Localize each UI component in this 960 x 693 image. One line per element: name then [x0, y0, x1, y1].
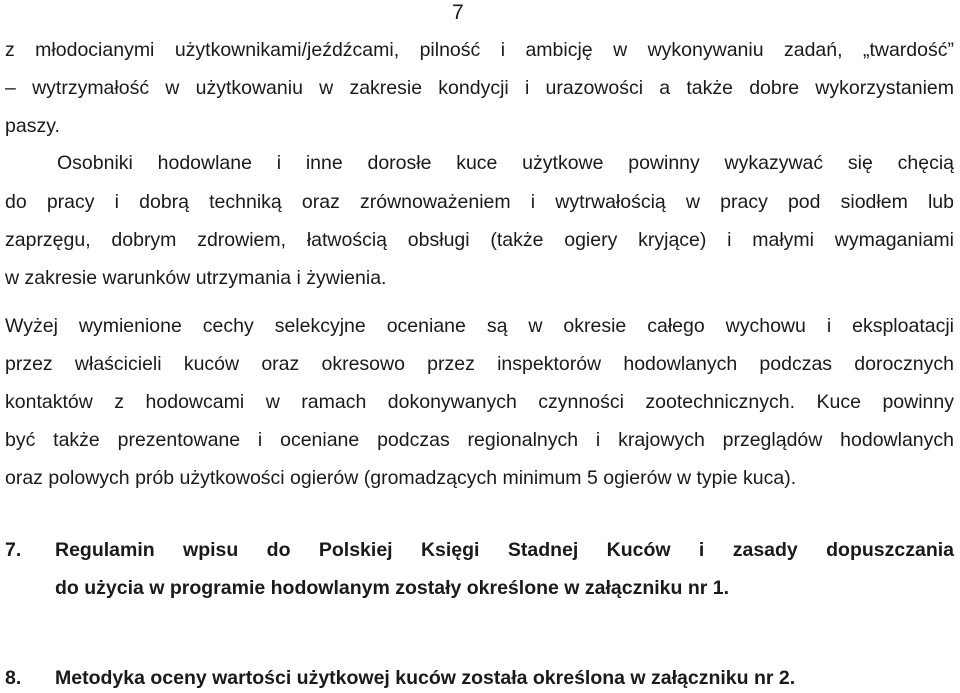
paragraph-line: Wyżej wymienione cechy selekcyjne oceniane są w okresie całego wychowu i eksploatacji [5, 315, 954, 337]
paragraph-line: być także prezentowane i oceniane podczas regionalnych i krajowych przeglądów hodowlanych [5, 429, 954, 451]
paragraph-line: oraz polowych prób użytkowości ogierów (gromadzących minimum 5 ogierów w typie kuca). [5, 467, 797, 489]
paragraph-line: do pracy i dobrą techniką oraz zrównoważeniem i wytrwałością w pracy pod siodłem lub [5, 191, 954, 213]
section-heading-line: do użycia w programie hodowlanym zostały określone w załączniku nr 1. [55, 577, 730, 599]
section-heading-line: Regulamin wpisu do Polskiej Księgi Stadnej Kuców i zasady dopuszczania [55, 539, 954, 561]
page-number: 7 [452, 1, 464, 24]
paragraph-line: z młodocianymi użytkownikami/jeźdźcami, pilność i ambicję w wykonywaniu zadań, „twardość” [5, 39, 954, 61]
paragraph-line: Osobniki hodowlane i inne dorosłe kuce użytkowe powinny wykazywać się chęcią [57, 152, 954, 174]
paragraph-line: zaprzęgu, dobrym zdrowiem, łatwością obsługi (także ogiery kryjące) i małymi wymaganiami [5, 229, 954, 251]
paragraph-line: przez właścicieli kuców oraz okresowo przez inspektorów hodowlanych podczas dorocznych [5, 353, 954, 375]
paragraph-line: – wytrzymałość w użytkowaniu w zakresie kondycji i urazowości a także dobre wykorzystaniem [5, 77, 954, 99]
section-number: 8. [5, 667, 22, 689]
paragraph-line: w zakresie warunków utrzymania i żywienia. [5, 267, 387, 289]
section-number: 7. [5, 539, 22, 561]
paragraph-line: kontaktów z hodowcami w ramach dokonywanych czynności zootechnicznych. Kuce powinny [5, 391, 954, 413]
section-heading-line: Metodyka oceny wartości użytkowej kuców została określona w załączniku nr 2. [55, 667, 796, 689]
paragraph-line: paszy. [5, 115, 60, 137]
